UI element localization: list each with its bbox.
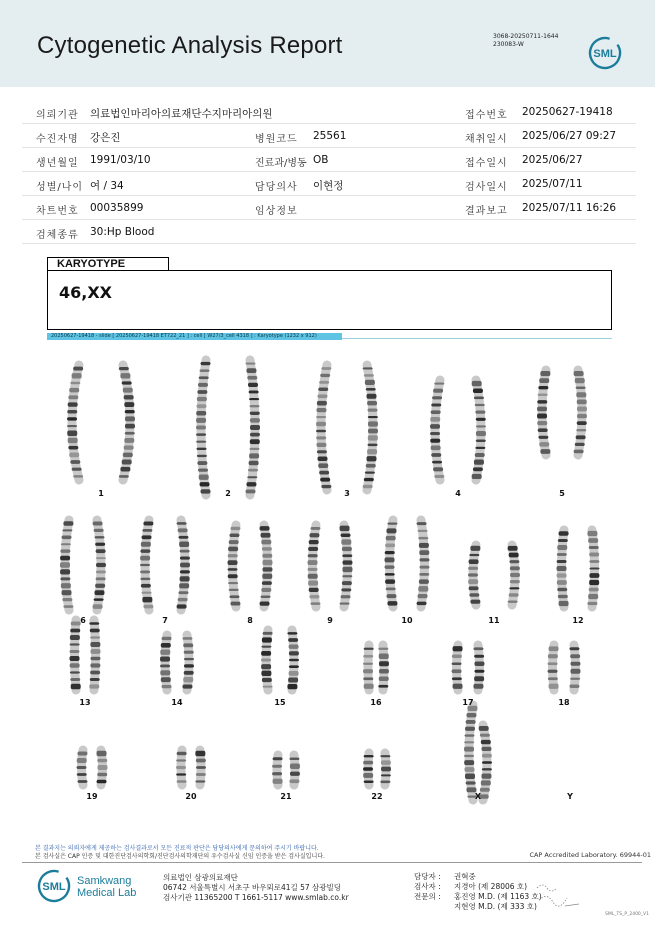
info-row-sex-age: 성별/나이 여 / 34 담당의사 이현정 검사일시 2025/07/11 — [22, 172, 636, 196]
exam-date-value: 2025/07/11 — [522, 178, 583, 190]
birth-value: 1991/03/10 — [90, 154, 151, 166]
chromosome-label-12: 12 — [572, 616, 584, 625]
chromosome-label-7: 7 — [162, 616, 168, 625]
slide-info-strip: 20250627-19418 - slide [ 20250627-19418 ET722_21 ] : cell [ W27/3_cell 4318 ] : Karyotype (1232 x 912) — [47, 333, 342, 340]
chromosome-pair-14 — [160, 635, 194, 690]
karyotype-result: 46,XX — [59, 283, 113, 302]
chromosome-label-5: 5 — [559, 489, 565, 498]
hospital-code-value: 25561 — [313, 130, 347, 142]
sex-age-value: 여 / 34 — [90, 180, 124, 192]
chromosome-label-14: 14 — [171, 698, 183, 707]
slide-info-line — [342, 338, 612, 339]
institution-value: 의료법인마리아의료재단수지마리아의원 — [90, 108, 273, 120]
svg-text:SML: SML — [42, 881, 66, 893]
chromosome-pair-6 — [60, 520, 106, 610]
chromosome-label-9: 9 — [327, 616, 333, 625]
chromosome-pair-9 — [308, 525, 353, 607]
chromosome-label-20: 20 — [185, 792, 197, 801]
svg-text:SML: SML — [593, 48, 617, 60]
chromosome-label-22: 22 — [371, 792, 383, 801]
chromosome-label-2: 2 — [225, 489, 231, 498]
info-row-chart: 차트번호 00035899 임상정보 결과보고 2025/07/11 16:26 — [22, 196, 636, 220]
chromosome-label-8: 8 — [247, 616, 253, 625]
chromosome-label-19: 19 — [86, 792, 98, 801]
chromosome-pair-10 — [385, 520, 430, 607]
notice-line-2: 본 검사실은 CAP 인증 및 대한진단검사의학회/진단검사의학재단의 우수검사실 신임 인증을 받은 검사실입니다. — [35, 853, 325, 860]
chromosome-pair-20 — [176, 750, 206, 785]
chromosome-pair-x — [464, 705, 492, 800]
chromosome-label-13: 13 — [79, 698, 91, 707]
staff-specialist: 홍진영 M.D. (제 1163 호) — [454, 892, 542, 901]
chromosome-label-3: 3 — [344, 489, 350, 498]
info-row-institution: 의뢰기관 의료법인마리아의료재단수지마리아의원 접수번호 20250627-19418 — [22, 100, 636, 124]
chromosome-pair-11 — [468, 545, 520, 605]
sml-logo-icon — [588, 36, 622, 70]
info-row-birth: 생년월일 1991/03/10 진료과/병동 OB 접수일시 2025/06/27 — [22, 148, 636, 172]
report-title: Cytogenetic Analysis Report — [37, 32, 343, 59]
staff-examiner: 지경아 (제 28006 호) — [454, 882, 528, 891]
cap-accreditation: CAP Accredited Laboratory. 69944-01 — [529, 851, 651, 859]
collect-date-value: 2025/06/27 09:27 — [522, 130, 617, 142]
patient-name-value: 강은진 — [90, 132, 121, 144]
chromosome-pair-3 — [316, 365, 378, 490]
karyogram — [0, 345, 655, 815]
chromosome-label-6: 6 — [80, 616, 86, 625]
specimen-value: 30:Hp Blood — [90, 226, 155, 238]
receipt-date-value: 2025/06/27 — [522, 154, 583, 166]
chromosome-label-1: 1 — [98, 489, 104, 498]
chromosome-pair-8 — [228, 525, 273, 607]
notice-line-1: 본 결과지는 의뢰자에게 제공하는 검사결과로서 모든 진료적 판단은 담당의사에게 문의하여 주시기 바랍니다. — [35, 845, 319, 852]
karyotype-result-box — [47, 270, 612, 330]
document-id: SML_TS_P_2400_V1 — [605, 912, 649, 917]
chromosome-label-11: 11 — [488, 616, 500, 625]
staff-in-charge: 권혁중 — [454, 872, 476, 881]
chromosome-label-x: X — [474, 792, 482, 801]
chromosome-pair-22 — [363, 753, 391, 785]
karyotype-tab: KARYOTYPE — [47, 257, 169, 271]
chromosome-label-4: 4 — [455, 489, 461, 498]
chromosome-label-y: Y — [567, 792, 573, 801]
footer-staff: 담당자 : 권혁중 검사자 : 지경아 (제 28006 호) 전문의 : 홍진영 M.D. (제 1163 호) 지현영 M.D. (제 333 호) — [414, 872, 542, 911]
samkwang-logo-icon — [37, 869, 71, 903]
chromosome-pair-13 — [70, 620, 101, 690]
chromosome-label-18: 18 — [558, 698, 570, 707]
chromosome-label-17: 17 — [462, 698, 474, 707]
info-row-patient: 수진자명 강은진 병원코드 25561 채취일시 2025/06/27 09:27 — [22, 124, 636, 148]
chromosome-pair-16 — [363, 645, 389, 690]
footer-divider — [22, 862, 642, 863]
dept-value: OB — [313, 154, 329, 166]
chromosome-pair-19 — [77, 750, 108, 785]
footer-address: 의료법인 삼광의료재단 06742 서울특별시 서초구 바우뫼로41길 57 삼광빌딩 검사기관 11365200 T 1661-5117 www.smlab.co.kr — [163, 873, 349, 902]
receipt-no-value: 20250627-19418 — [522, 106, 613, 118]
chromosome-pair-18 — [548, 645, 581, 690]
chromosome-pair-17 — [452, 645, 485, 690]
chromosome-pair-15 — [261, 630, 299, 690]
chromosome-pair-7 — [140, 520, 190, 610]
patient-info-table — [22, 100, 636, 244]
doctor-value: 이현정 — [313, 180, 344, 192]
chromosome-pair-2 — [196, 360, 260, 495]
info-row-specimen: 검체종류 30:Hp Blood — [22, 220, 636, 244]
chromosome-label-16: 16 — [370, 698, 382, 707]
chart-no-value: 00035899 — [90, 202, 144, 214]
chromosome-label-21: 21 — [280, 792, 292, 801]
staff-specialist-2: 지현영 M.D. (제 333 호) — [454, 902, 537, 911]
chromosome-pair-1 — [67, 365, 135, 480]
chromosome-pair-21 — [272, 755, 300, 785]
report-header — [0, 0, 655, 87]
karyogram-image — [0, 345, 655, 815]
report-date-value: 2025/07/11 16:26 — [522, 202, 617, 214]
chromosome-label-15: 15 — [274, 698, 286, 707]
footer-brand: Samkwang Medical Lab — [77, 875, 137, 899]
signature-marks — [535, 880, 585, 910]
chromosome-label-10: 10 — [401, 616, 413, 625]
report-code: 3068-20250711-1644 230083-W — [493, 33, 559, 48]
chromosome-pair-5 — [537, 370, 587, 455]
chromosome-pair-4 — [430, 380, 486, 480]
chromosome-pair-12 — [557, 530, 600, 607]
